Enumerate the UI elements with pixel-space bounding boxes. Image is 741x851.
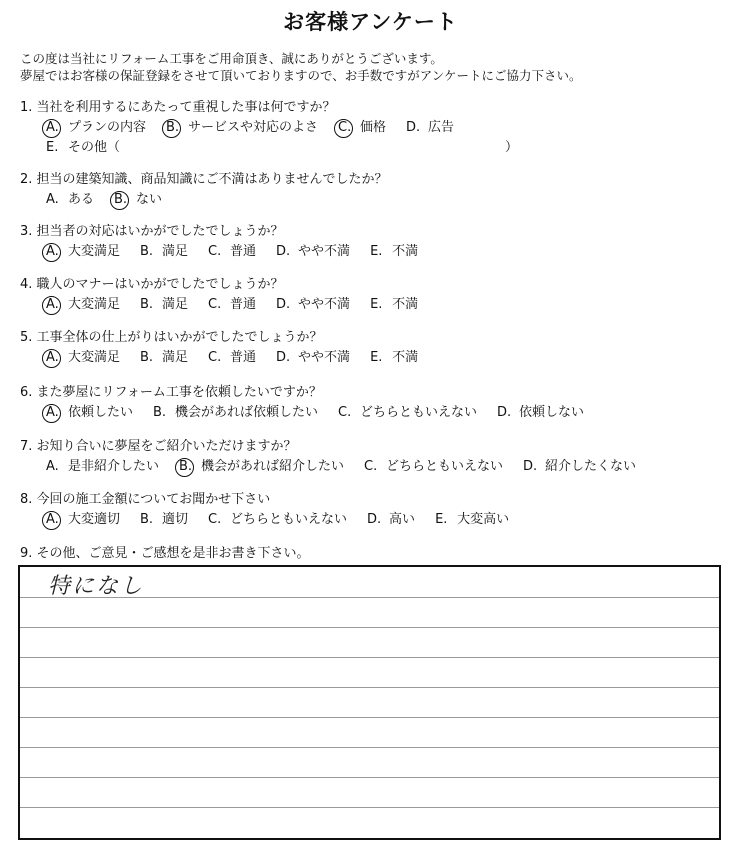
answer-option[interactable]	[140, 295, 188, 315]
selected-circle-mark	[42, 243, 61, 262]
answer-option[interactable]	[166, 118, 318, 138]
question-7-text: 7. お知り合いに夢屋をご紹介いただけますか？	[20, 439, 297, 454]
handwritten-answer: 特になし	[48, 574, 145, 599]
option-letter: A.	[46, 459, 59, 474]
ruled-line	[20, 717, 719, 718]
option-label: 満足	[162, 350, 189, 365]
option-label: 適切	[162, 512, 189, 527]
option-letter: B.	[140, 512, 154, 527]
answer-option[interactable]	[523, 457, 636, 477]
option-label: 紹介したくない	[545, 459, 637, 474]
option-row	[20, 295, 438, 315]
question-8-text: 8. 今回の施工金額についてお聞かせ下さい	[20, 492, 271, 507]
question-1	[20, 98, 519, 158]
ruled-line	[20, 687, 719, 688]
option-letter: B.	[153, 405, 167, 420]
option-row	[20, 403, 604, 423]
answer-option[interactable]	[46, 118, 146, 138]
option-letter: D.	[276, 244, 291, 259]
answer-option[interactable]	[46, 138, 120, 158]
option-label: 広告	[428, 120, 455, 135]
option-label: やや不満	[298, 350, 351, 365]
option-letter: C.	[208, 512, 222, 527]
selected-circle-mark	[334, 119, 353, 138]
answer-option[interactable]	[370, 242, 418, 262]
option-label: その他（	[68, 140, 121, 155]
selected-circle-mark	[42, 349, 61, 368]
option-letter: D.	[523, 459, 538, 474]
option-letter: A.	[46, 242, 68, 262]
option-label: 不満	[392, 350, 419, 365]
answer-option[interactable]	[153, 403, 318, 423]
answer-option[interactable]	[208, 348, 256, 368]
option-letter: D.	[497, 405, 512, 420]
answer-option[interactable]	[276, 348, 350, 368]
selected-circle-mark	[162, 119, 181, 138]
option-label: どちらともいえない	[360, 405, 478, 420]
question-9	[20, 544, 310, 564]
option-label: 大変満足	[68, 297, 121, 312]
answer-option[interactable]	[140, 510, 188, 530]
question-6-text: 6. また夢屋にリフォーム工事を依頼したいですか？	[20, 385, 322, 400]
answer-option[interactable]	[370, 295, 418, 315]
option-letter: E.	[46, 140, 59, 155]
answer-option[interactable]	[370, 348, 418, 368]
answer-option[interactable]	[497, 403, 584, 423]
option-label: 大変満足	[68, 350, 121, 365]
question-4	[20, 275, 438, 315]
answer-option[interactable]	[364, 457, 503, 477]
option-row	[20, 138, 519, 158]
selected-circle-mark	[175, 458, 194, 477]
question-5	[20, 328, 438, 368]
option-letter: A.	[46, 295, 68, 315]
intro-line-2: 夢屋ではお客様の保証登録をさせて頂いておりますので、お手数ですがアンケートにご協力下さい。	[20, 68, 582, 83]
option-label: 高い	[389, 512, 416, 527]
option-label: やや不満	[298, 297, 351, 312]
intro-text	[20, 50, 582, 84]
option-row	[20, 457, 656, 477]
answer-option[interactable]	[435, 510, 509, 530]
option-row	[20, 242, 438, 262]
selected-circle-mark	[42, 511, 61, 530]
option-label: 満足	[162, 244, 189, 259]
question-5-text: 5. 工事全体の仕上がりはいかがでしたでしょうか？	[20, 330, 323, 345]
option-label: 普通	[230, 350, 257, 365]
option-label: やや不満	[298, 244, 351, 259]
option-label: 不満	[392, 244, 419, 259]
option-letter: D.	[367, 512, 382, 527]
ruled-line	[20, 597, 719, 598]
ruled-line	[20, 807, 719, 808]
answer-option[interactable]	[367, 510, 415, 530]
option-letter: C.	[208, 297, 222, 312]
answer-option[interactable]	[140, 348, 188, 368]
option-letter: E.	[370, 244, 383, 259]
option-label: どちらともいえない	[230, 512, 348, 527]
question-1-text: 1. 当社を利用するにあたって重視した事は何ですか？	[20, 100, 336, 115]
option-letter: B.	[166, 118, 188, 138]
option-letter: D.	[276, 297, 291, 312]
option-letter: A.	[46, 403, 68, 423]
option-label: 普通	[230, 297, 257, 312]
intro-line-1: この度は当社にリフォーム工事をご用命頂き、誠にありがとうございます。	[20, 51, 443, 66]
question-3-text: 3. 担当者の対応はいかがでしたでしょうか？	[20, 224, 284, 239]
option-letter: B.	[140, 297, 154, 312]
option-letter: B.	[140, 244, 154, 259]
answer-option[interactable]	[276, 242, 350, 262]
comment-box[interactable]	[18, 565, 721, 840]
option-letter: A.	[46, 192, 59, 207]
option-label: ある	[68, 192, 95, 207]
option-letter: D.	[406, 120, 421, 135]
answer-option[interactable]	[276, 295, 350, 315]
option-label: 是非紹介したい	[68, 459, 160, 474]
question-6	[20, 383, 604, 423]
question-2	[20, 170, 388, 210]
answer-option[interactable]	[208, 510, 347, 530]
ruled-line	[20, 657, 719, 658]
option-letter: E.	[435, 512, 448, 527]
option-label: 大変高い	[457, 512, 510, 527]
option-letter: B.	[114, 190, 136, 210]
ruled-line	[20, 777, 719, 778]
option-label: 価格	[360, 120, 387, 135]
question-2-text: 2. 担当の建築知識、商品知識にご不満はありませんでしたか？	[20, 172, 388, 187]
close-paren: ）	[505, 140, 519, 155]
option-letter: A.	[46, 118, 68, 138]
question-3	[20, 222, 438, 262]
ruled-line	[20, 747, 719, 748]
option-row	[20, 510, 529, 530]
answer-option[interactable]	[46, 190, 94, 210]
selected-circle-mark	[42, 296, 61, 315]
option-letter: C.	[208, 350, 222, 365]
option-row	[20, 190, 388, 210]
answer-option[interactable]	[208, 295, 256, 315]
option-label: 依頼しない	[519, 405, 585, 420]
answer-option[interactable]	[140, 242, 188, 262]
option-label: 依頼したい	[68, 405, 134, 420]
option-letter: A.	[46, 510, 68, 530]
option-letter: B.	[140, 350, 154, 365]
question-7	[20, 437, 656, 477]
answer-option[interactable]	[338, 403, 477, 423]
option-label: 機会があれば紹介したい	[201, 459, 345, 474]
option-letter: A.	[46, 348, 68, 368]
option-label: 不満	[392, 297, 419, 312]
selected-circle-mark	[42, 119, 61, 138]
option-label: 普通	[230, 244, 257, 259]
answer-option[interactable]	[179, 457, 344, 477]
option-label: 満足	[162, 297, 189, 312]
answer-option[interactable]	[406, 118, 454, 138]
option-label: 大変満足	[68, 244, 121, 259]
option-letter: C.	[338, 118, 360, 138]
option-label: プランの内容	[68, 120, 147, 135]
option-letter: C.	[208, 244, 222, 259]
option-letter: C.	[338, 405, 352, 420]
ruled-line	[20, 627, 719, 628]
answer-option[interactable]	[46, 510, 120, 530]
answer-option[interactable]	[46, 348, 120, 368]
option-label: 大変適切	[68, 512, 121, 527]
answer-option[interactable]	[46, 295, 120, 315]
answer-option[interactable]	[46, 242, 120, 262]
answer-option[interactable]	[114, 190, 162, 210]
option-label: ない	[136, 192, 163, 207]
option-letter: C.	[364, 459, 378, 474]
selected-circle-mark	[42, 404, 61, 423]
option-letter: E.	[370, 297, 383, 312]
answer-option[interactable]	[338, 118, 386, 138]
selected-circle-mark	[110, 191, 129, 210]
question-8	[20, 490, 529, 530]
option-row	[20, 348, 438, 368]
option-label: 機会があれば依頼したい	[175, 405, 319, 420]
option-label: どちらともいえない	[386, 459, 504, 474]
option-letter: D.	[276, 350, 291, 365]
option-letter: E.	[370, 350, 383, 365]
question-4-text: 4. 職人のマナーはいかがでしたでしょうか？	[20, 277, 284, 292]
question-9-text: 9. その他、ご意見・ご感想を是非お書き下さい。	[20, 546, 310, 561]
answer-option[interactable]	[46, 403, 133, 423]
option-label: サービスや対応のよさ	[188, 120, 319, 135]
option-letter: B.	[179, 457, 201, 477]
option-row	[20, 118, 474, 138]
answer-option[interactable]	[208, 242, 256, 262]
answer-option[interactable]	[46, 457, 159, 477]
page-title: お客様アンケート	[283, 10, 458, 34]
